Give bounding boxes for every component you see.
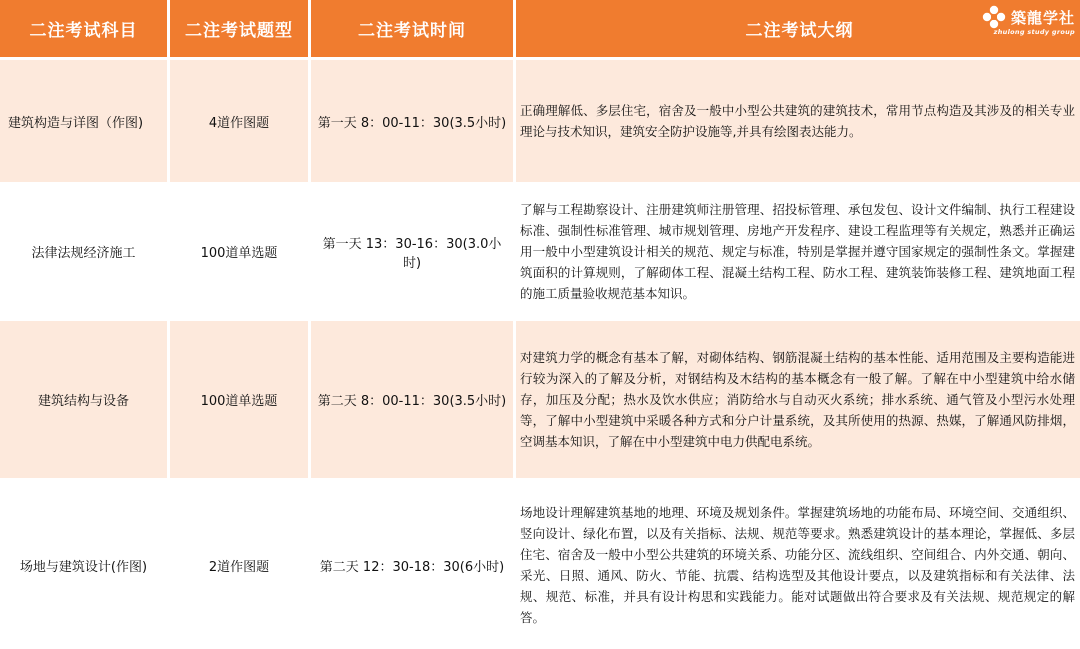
- row4-time: 第二天 12：30-18：30(6小时): [311, 481, 513, 649]
- row2-subject: 法律法规经济施工: [0, 185, 167, 318]
- logo-flower-icon: [981, 4, 1007, 30]
- row2-outline: 了解与工程勘察设计、注册建筑师注册管理、招投标管理、承包发包、设计文件编制、执行工程建设标准、强制性标准管理、城市规划管理、房地产开发程序、建设工程监理等有关规定，熟悉并正确运用一般中小型建筑设计相关的规范、规定与标准，特别是掌握并遵守国家规定的强制性条文。掌握建筑面积的计算规则，了解砌体工程、混凝土结构工程、防水工程、建筑装饰装修工程、建筑地面工程的施工质量验收规范基本知识。: [516, 185, 1080, 318]
- row3-outline: 对建筑力学的概念有基本了解，对砌体结构、钢筋混凝土结构的基本性能、适用范围及主要构造能进行较为深入的了解及分析，对钢结构及木结构的基本概念有一般了解。了解在中小型建筑中给水储存，加压及分配；热水及饮水供应；消防给水与自动灭火系统；排水系统、通气管及小型污水处理等，了解中小型建筑中采暖各种方式和分户计量系统，及其所使用的热源、热媒，了解通风防排烟，空调基本知识，了解在中小型建筑中电力供配电系统。: [516, 321, 1080, 478]
- row1-type: 4道作图题: [170, 60, 308, 182]
- row1-time: 第一天 8：00-11：30(3.5小时): [311, 60, 513, 182]
- row4-type: 2道作图题: [170, 481, 308, 649]
- row2-time: 第一天 13：30-16：30(3.0小时): [311, 185, 513, 318]
- row2-type: 100道单选题: [170, 185, 308, 318]
- row1-subject: 建筑构造与详图（作图): [0, 60, 167, 182]
- row3-type: 100道单选题: [170, 321, 308, 478]
- logo-subtitle: zhulong study group: [993, 28, 1075, 36]
- brand-logo: [981, 4, 1075, 36]
- header-outline: [516, 0, 1080, 57]
- row3-time: 第二天 8：00-11：30(3.5小时): [311, 321, 513, 478]
- row4-subject: 场地与建筑设计(作图): [0, 481, 167, 649]
- header-type: 二注考试题型: [170, 0, 308, 57]
- header-subject: 二注考试科目: [0, 0, 167, 57]
- row4-outline: 场地设计理解建筑基地的地理、环境及规划条件。掌握建筑场地的功能布局、环境空间、交通组织、竖向设计、绿化布置，以及有关指标、法规、规范等要求。熟悉建筑设计的基本理论，掌握低、多层住宅、宿舍及一般中小型公共建筑的环境关系、功能分区、流线组织、空间组合、内外交通、朝向、采光、日照、通风、防火、节能、抗震、结构选型及其他设计要点，以及建筑指标和有关法律、法规、规范、标准，并具有设计构思和实践能力。能对试题做出符合要求及有关法规、规范规定的解答。: [516, 481, 1080, 649]
- row1-outline: 正确理解低、多层住宅，宿舍及一般中小型公共建筑的建筑技术，常用节点构造及其涉及的相关专业理论与技术知识，建筑安全防护设施等,并具有绘图表达能力。: [516, 60, 1080, 182]
- header-outline-label: 二注考试大纲: [745, 21, 854, 41]
- header-time: 二注考试时间: [311, 0, 513, 57]
- row3-subject: 建筑结构与设备: [0, 321, 167, 478]
- logo-name: 築龍学社: [1010, 8, 1075, 27]
